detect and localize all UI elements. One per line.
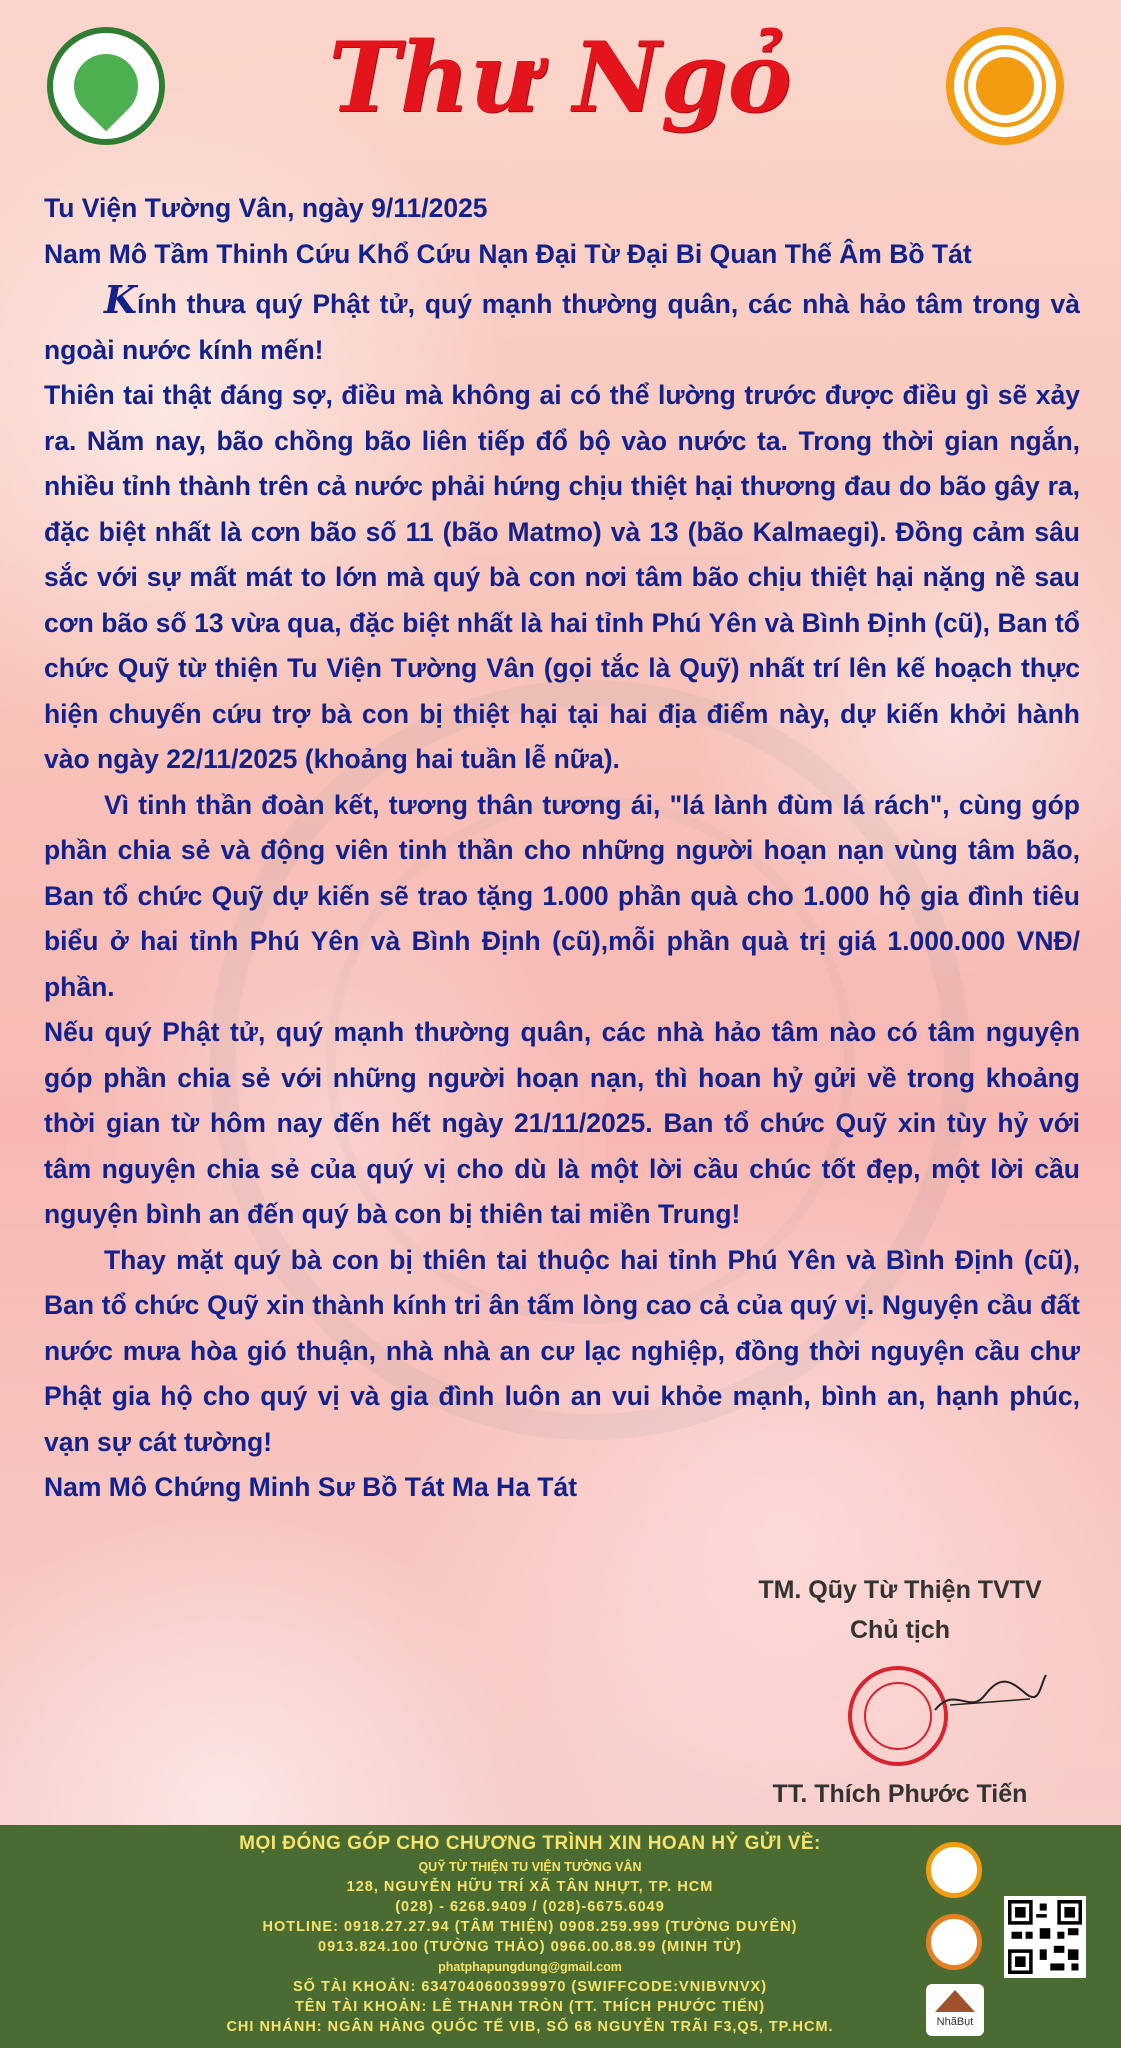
footer-logo-nha-but bbox=[926, 1984, 984, 2036]
footer-account-name: TÊN TÀI KHOẢN: LÊ THANH TRÒN (TT. THÍCH PHƯỚC TIẾN) bbox=[294, 1999, 766, 2015]
page-title: Thư Ngỏ bbox=[328, 21, 792, 134]
quy-tu-thien-logo bbox=[47, 27, 165, 145]
footer-email[interactable]: phatphapungdung@gmail.com bbox=[438, 1960, 622, 1974]
letter-body bbox=[44, 186, 1080, 1511]
footer-logo-label: NhãBụt bbox=[936, 2016, 974, 2028]
qr-code-icon[interactable] bbox=[1004, 1896, 1086, 1978]
paragraph-1: Thiên tai thật đáng sợ, điều mà không ai có thể lường trước được điều gì sẽ xảy ra. Năm nay, bão chồng bão liên tiếp đổ bộ vào nước ta. Trong thời gian ngắn, nhiều tỉnh thành trên cả nước phải hứng chịu thiệt hại thương đau do bão gây ra, đặc biệt nhất là cơn bão số 11 (bão Matmo) và 13 (bão Kalmaegi). Đồng cảm sâu sắc với sự mất mát to lớn mà quý bà con nơi tâm bão chịu thiệt hại nặng nề sau cơn bão số 13 vừa qua, đặc biệt nhất là hai tỉnh Phú Yên và Bình Định (cũ), Ban tổ chức Quỹ từ thiện Tu Viện Tường Vân (gọi tắc là Quỹ) nhất trí lên kế hoạch thực hiện chuyến cứu trợ bà con bị thiệt hại tại hai địa điểm này, dự kiến khởi hành vào ngày 22/11/2025 (khoảng hai tuần lễ nữa). bbox=[44, 380, 1080, 774]
footer-account-number: SỐ TÀI KHOẢN: 6347040600399970 (SWIFFCODE:VNIBVNVX) bbox=[292, 1979, 768, 1995]
leaf-icon bbox=[61, 41, 152, 132]
paragraph-2: Vì tinh thần đoàn kết, tương thân tương ái, "lá lành đùm lá rách", cùng góp phần chia sẻ và động viên tinh thần cho những người hoạn nạn vùng tâm bão, Ban tổ chức Quỹ dự kiến sẽ trao tặng 1.000 phần quà cho 1.000 hộ gia đình tiêu biểu ở hai tỉnh Phú Yên và Bình Định (cũ),mỗi phần quà trị giá 1.000.000 VNĐ/ phần. bbox=[44, 789, 1080, 1002]
footer-phone: (028) - 6268.9409 / (028)-6675.6049 bbox=[395, 1899, 665, 1915]
seal-inner-ring bbox=[864, 1682, 932, 1750]
footer-org: QUỸ TỪ THIỆN TU VIỆN TƯỜNG VÂN bbox=[418, 1860, 642, 1874]
footer-logo-phat-phap bbox=[926, 1842, 982, 1898]
closing: Nam Mô Chứng Minh Sư Bồ Tát Ma Ha Tát bbox=[44, 1472, 578, 1502]
footer-heading: MỌI ĐÓNG GÓP CHO CHƯƠNG TRÌNH XIN HOAN HỶ GỬI VỀ: bbox=[239, 1833, 821, 1854]
signature-name: TT. Thích Phước Tiến bbox=[772, 1780, 1028, 1808]
greeting bbox=[44, 277, 1080, 373]
signature-role: Chủ tịch bbox=[850, 1616, 950, 1644]
paragraph-3: Nếu quý Phật tử, quý mạnh thường quân, các nhà hảo tâm nào có tâm nguyện góp phần chia sẻ với những người hoạn nạn, thì hoan hỷ gửi về trong khoảng thời gian từ hôm nay đến hết ngày 21/11/2025. Ban tổ chức Quỹ xin tùy hỷ với tâm nguyện chia sẻ của quý vị cho dù là một lời cầu chúc tốt đẹp, một lời cầu nguyện bình an đến quý bà con bị thiên tai miền Trung! bbox=[44, 1017, 1080, 1229]
phat-phap-ung-dung-logo bbox=[946, 27, 1064, 145]
signature-org: TM. Qũy Từ Thiện TVTV bbox=[758, 1576, 1042, 1604]
footer-logo-tu-vien bbox=[926, 1914, 982, 1970]
footer-hotline-2: 0913.824.100 (TƯỜNG THẢO) 0966.00.88.99 (MINH TỪ) bbox=[318, 1939, 742, 1955]
paragraph-4: Thay mặt quý bà con bị thiên tai thuộc hai tỉnh Phú Yên và Bình Định (cũ), Ban tổ chức Quỹ xin thành kính tri ân tấm lòng cao cả của quý vị. Nguyện cầu đất nước mưa hòa gió thuận, nhà nhà an cư lạc nghiệp, đồng thời nguyện cầu chư Phật gia hộ cho quý vị và gia đình luôn an vui khỏe mạnh, bình an, hạnh phúc, vạn sự cát tường! bbox=[44, 1244, 1080, 1457]
invocation: Nam Mô Tầm Thinh Cứu Khổ Cứu Nạn Đại Từ Đại Bi Quan Thế Âm Bồ Tát bbox=[44, 238, 972, 269]
footer-address: 128, NGUYỄN HỮU TRÍ XÃ TÂN NHỰT, TP. HCM bbox=[346, 1879, 714, 1895]
greeting-text: ính thưa quý Phật tử, quý mạnh thường quân, các nhà hảo tâm trong và ngoài nước kính mến! bbox=[44, 289, 1080, 365]
footer-contact bbox=[180, 1831, 880, 2037]
footer-branch: CHI NHÁNH: NGÂN HÀNG QUỐC TẾ VIB, SỐ 68 NGUYỄN TRÃI F3,Q5, TP.HCM. bbox=[226, 2019, 834, 2035]
date-line: Tu Viện Tường Vân, ngày 9/11/2025 bbox=[44, 193, 488, 223]
house-icon bbox=[935, 1990, 975, 2012]
handwritten-signature bbox=[930, 1665, 1050, 1725]
greeting-initial: K bbox=[104, 277, 138, 322]
footer-hotline-1: HOTLINE: 0918.27.27.94 (TÂM THIỆN) 0908.259.999 (TƯỜNG DUYÊN) bbox=[262, 1919, 798, 1935]
lotus-icon bbox=[976, 57, 1034, 115]
